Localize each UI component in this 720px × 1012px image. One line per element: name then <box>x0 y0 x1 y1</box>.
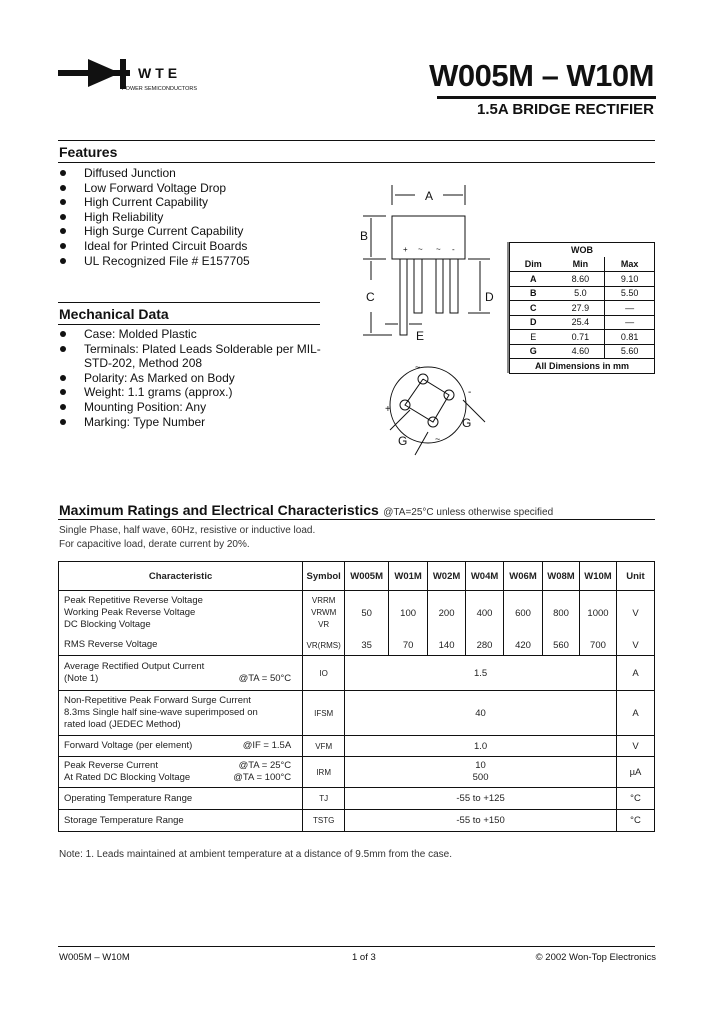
dimensions-table <box>509 242 655 374</box>
list-item: Marking: Type Number <box>58 415 328 430</box>
table-row <box>59 757 655 788</box>
min-cell: 5.0 <box>556 286 604 301</box>
char-text: (Note 1) <box>64 673 99 684</box>
pin-ac-label: ~ <box>418 245 423 254</box>
value-cell: 140 <box>428 636 466 656</box>
symbol: IRM <box>303 757 345 788</box>
pin-ac-label: ~ <box>435 434 441 444</box>
value-cell: 40 <box>345 691 617 736</box>
unit-cell: µA <box>616 757 654 788</box>
divider <box>58 519 655 520</box>
char-text: Forward Voltage (per element) <box>64 740 193 751</box>
dim-label-a: A <box>424 189 434 203</box>
dim-label-d: D <box>485 290 494 304</box>
mechanical-title: Mechanical Data <box>59 306 169 322</box>
table-row <box>59 591 655 636</box>
col-header: W005M <box>345 562 389 591</box>
dim-cell: D <box>510 315 557 330</box>
value-cell: 400 <box>466 591 504 636</box>
dim-cell: C <box>510 301 557 316</box>
condition: @TA = 50°C <box>238 673 292 684</box>
value-cell: 700 <box>579 636 616 656</box>
symbol: VRRM <box>311 596 336 606</box>
logo-subtext: POWER SEMICONDUCTORS <box>122 86 198 92</box>
value-cell: 50 <box>345 591 389 636</box>
dim-label-c: C <box>366 290 375 304</box>
table-row <box>59 656 655 691</box>
pin-minus-label: - <box>468 387 472 398</box>
char-text: Non-Repetitive Peak Forward Surge Current <box>64 695 251 706</box>
ratings-heading <box>59 502 553 520</box>
footer-left: W005M – W10M <box>59 952 130 963</box>
char-text: At Rated DC Blocking Voltage <box>64 772 191 783</box>
table-row <box>59 736 655 757</box>
value-cell: 1.0 <box>345 736 617 757</box>
pin-plus-label: + <box>403 245 408 254</box>
footer-divider <box>58 946 655 947</box>
char-text: RMS Reverse Voltage <box>59 636 303 656</box>
min-cell: 8.60 <box>556 272 604 287</box>
symbol: VR <box>318 620 330 630</box>
table-row <box>59 788 655 810</box>
dim-cell: G <box>510 344 557 359</box>
company-logo <box>58 55 208 95</box>
char-text: DC Blocking Voltage <box>64 619 151 631</box>
page-title: W005M – W10M <box>429 58 654 93</box>
mechanical-list <box>58 327 328 429</box>
dim-label-e: E <box>416 329 425 343</box>
col-header: Max <box>605 257 655 272</box>
char-text: Average Rectified Output Current <box>64 661 205 672</box>
unit-cell: V <box>616 736 654 757</box>
ratings-table <box>58 561 655 832</box>
dim-cell: B <box>510 286 557 301</box>
unit-cell: A <box>616 691 654 736</box>
col-header: W04M <box>466 562 504 591</box>
condition: @TA = 25°C <box>238 760 292 771</box>
value-cell: 35 <box>345 636 389 656</box>
package-outline-drawing <box>350 180 510 465</box>
pin-plus-label: + <box>385 404 391 415</box>
divider <box>58 302 320 303</box>
ratings-title: Maximum Ratings and Electrical Characteristics <box>59 502 379 518</box>
ratings-condition: @TA=25°C unless otherwise specified <box>383 507 554 518</box>
value-cell: 70 <box>389 636 428 656</box>
list-item: Case: Molded Plastic <box>58 327 328 342</box>
table-header-row <box>59 562 655 591</box>
unit-cell: °C <box>616 788 654 810</box>
list-item: Mounting Position: Any <box>58 400 328 415</box>
value-cell: 200 <box>428 591 466 636</box>
char-text: rated load (JEDEC Method) <box>64 719 181 730</box>
value-cell: 500 <box>472 772 489 783</box>
table-row <box>510 344 655 359</box>
symbol: IO <box>303 656 345 691</box>
col-header: Dim <box>524 259 542 269</box>
divider <box>58 162 655 163</box>
col-header: Characteristic <box>59 562 303 591</box>
table-row <box>510 301 655 316</box>
ratings-notes <box>59 524 315 552</box>
col-header: W10M <box>579 562 616 591</box>
min-cell: 25.4 <box>556 315 604 330</box>
value-cell: 420 <box>504 636 543 656</box>
value-cell: 800 <box>543 591 580 636</box>
value-cell: -55 to +150 <box>345 810 617 832</box>
char-text: Storage Temperature Range <box>59 810 303 832</box>
table-row <box>510 272 655 287</box>
pin-ac-label: ~ <box>436 245 441 254</box>
dim-label-g: G <box>462 416 472 430</box>
pin-ac-label: ~ <box>415 362 421 372</box>
table-row <box>59 691 655 736</box>
footer-page: 1 of 3 <box>352 952 376 963</box>
max-cell: — <box>605 315 655 330</box>
col-header: Symbol <box>303 562 345 591</box>
unit-cell: V <box>616 591 654 636</box>
col-header: Unit <box>616 562 654 591</box>
condition: @TA = 100°C <box>233 772 292 783</box>
value-cell: 1.5 <box>345 656 617 691</box>
page-subtitle: 1.5A BRIDGE RECTIFIER <box>477 101 654 118</box>
table-footnote: Note: 1. Leads maintained at ambient temperature at a distance of 9.5mm from the case. <box>59 849 452 860</box>
list-item: High Current Capability <box>58 195 338 210</box>
char-text: 8.3ms Single half sine-wave superimposed on <box>64 707 258 718</box>
char-text: Peak Reverse Current <box>64 760 158 771</box>
max-cell: 0.81 <box>605 330 655 345</box>
symbol: VR(RMS) <box>303 636 345 656</box>
table-row <box>510 315 655 330</box>
note-line: Single Phase, half wave, 60Hz, resistive or inductive load. <box>59 525 316 536</box>
list-item: High Reliability <box>58 210 338 225</box>
table-row <box>59 810 655 832</box>
list-item: Polarity: As Marked on Body <box>58 371 328 386</box>
symbol: VFM <box>303 736 345 757</box>
symbol: TSTG <box>303 810 345 832</box>
title-rule <box>437 96 656 99</box>
value-cell: 10 <box>475 760 486 771</box>
value-cell: 100 <box>389 591 428 636</box>
col-header: W08M <box>543 562 580 591</box>
unit-cell: V <box>616 636 654 656</box>
dimensions-footnote: All Dimensions in mm <box>510 359 655 374</box>
min-cell: 0.71 <box>556 330 604 345</box>
min-cell: 4.60 <box>556 344 604 359</box>
features-title: Features <box>59 144 118 160</box>
col-header: Min <box>572 259 589 269</box>
max-cell: 5.50 <box>605 286 655 301</box>
divider <box>58 140 655 141</box>
value-cell: 600 <box>504 591 543 636</box>
value-cell: 560 <box>543 636 580 656</box>
char-text: Peak Repetitive Reverse Voltage <box>64 595 203 607</box>
value-cell: 280 <box>466 636 504 656</box>
col-header: W02M <box>428 562 466 591</box>
symbol: TJ <box>303 788 345 810</box>
max-cell: 5.60 <box>605 344 655 359</box>
dim-label-g: G <box>398 434 408 448</box>
list-item: Diffused Junction <box>58 166 338 181</box>
dim-label-b: B <box>360 229 369 243</box>
features-list <box>58 166 338 268</box>
list-item: UL Recognized File # E157705 <box>58 254 338 269</box>
symbol: IFSM <box>303 691 345 736</box>
unit-cell: °C <box>616 810 654 832</box>
condition: @IF = 1.5A <box>242 740 292 751</box>
list-item: Ideal for Printed Circuit Boards <box>58 239 338 254</box>
list-item: Terminals: Plated Leads Solderable per MIL-STD-202, Method 208 <box>58 342 328 371</box>
dim-cell: A <box>510 272 557 287</box>
note-line: For capacitive load, derate current by 20%. <box>59 539 250 550</box>
list-item: Low Forward Voltage Drop <box>58 181 338 196</box>
max-cell: — <box>605 301 655 316</box>
table-row <box>510 330 655 345</box>
unit-cell: A <box>616 656 654 691</box>
value-cell: 1000 <box>579 591 616 636</box>
value-cell: -55 to +125 <box>345 788 617 810</box>
max-cell: 9.10 <box>605 272 655 287</box>
table-row <box>510 286 655 301</box>
symbol: VRWM <box>311 608 337 618</box>
list-item: High Surge Current Capability <box>58 224 338 239</box>
min-cell: 27.9 <box>556 301 604 316</box>
col-header: W01M <box>389 562 428 591</box>
divider <box>58 324 320 325</box>
list-item: Weight: 1.1 grams (approx.) <box>58 385 328 400</box>
col-header: W06M <box>504 562 543 591</box>
footer-copyright: © 2002 Won-Top Electronics <box>535 952 656 963</box>
char-text: Operating Temperature Range <box>59 788 303 810</box>
table-row <box>59 636 655 656</box>
logo-text: WTE <box>138 65 182 81</box>
dim-cell: E <box>510 330 557 345</box>
pin-minus-label: - <box>452 245 455 254</box>
char-text: Working Peak Reverse Voltage <box>64 607 196 619</box>
package-name: WOB <box>571 245 593 255</box>
